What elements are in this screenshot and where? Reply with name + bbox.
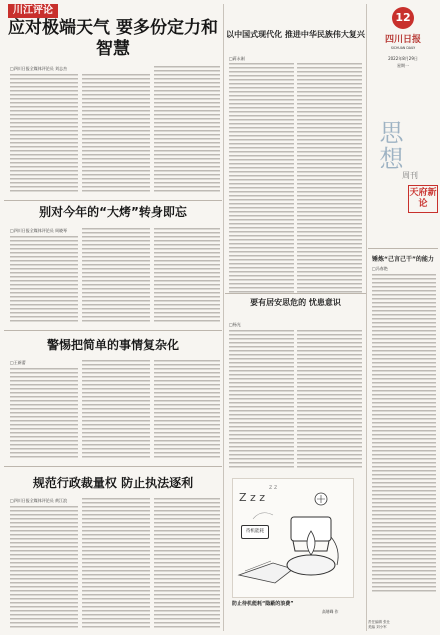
- cartoon-caption: 防止待机能耗“隐蔽的浪费”: [232, 601, 294, 607]
- article-5-text-col-2: [297, 63, 362, 293]
- left-column: [4, 0, 222, 635]
- article-2-byline: □四川日报全媒体评论员 周晓琴: [10, 228, 68, 233]
- article-3-byline: □王新蕾: [10, 360, 26, 365]
- article-5-text-col-1: [229, 63, 294, 293]
- svg-text:z z: z z: [269, 484, 278, 491]
- divider: [4, 200, 222, 201]
- article-3-text-col-3: [154, 360, 220, 460]
- article-3-text-col-1: [10, 368, 78, 460]
- column-divider: [223, 4, 224, 631]
- article-6-byline: □杨光: [229, 322, 241, 327]
- svg-text:Z z z: Z z z: [239, 491, 266, 504]
- designer-credit: 美编 刘小军: [368, 625, 387, 629]
- article-4-text-col-3: [154, 498, 220, 630]
- article-4-text-col-1: [10, 506, 78, 630]
- cartoon-sign: 待机能耗: [241, 525, 269, 539]
- article-1-byline: □四川日报全媒体评论员 刘志杰: [10, 66, 68, 71]
- divider: [225, 293, 366, 294]
- article-7-text: [372, 274, 436, 594]
- article-4-title: 规范行政裁量权 防止执法逐利: [32, 476, 194, 490]
- issue-weekday: 星期一: [397, 63, 409, 68]
- article-7-title: 锤炼“己言己干”的能力: [372, 256, 434, 263]
- footer: [368, 620, 438, 630]
- issue-date: 2022年8月29日: [388, 56, 418, 61]
- article-7-byline: □冯春艳: [372, 266, 388, 271]
- article-1-title: 应对极端天气 要多份定力和智慧: [8, 18, 218, 59]
- editor-credit: 责任编辑 张仕: [368, 620, 391, 624]
- article-1-text-col-3: [154, 66, 220, 194]
- article-2-text-col-2: [82, 228, 150, 324]
- masthead-logo: 四川日报: [384, 35, 421, 45]
- cartoon-credit: 高绪峰 作: [322, 609, 339, 614]
- article-3-text-col-2: [82, 360, 150, 460]
- masthead-english: SICHUAN DAILY: [390, 46, 416, 50]
- column-divider: [366, 4, 367, 631]
- edition-title: 思想: [375, 120, 403, 172]
- article-1-text-col-2: [82, 74, 150, 194]
- section-banner: 川江评论: [8, 4, 58, 18]
- divider: [4, 330, 222, 331]
- right-column: [368, 0, 438, 635]
- issue-number: 12: [392, 7, 414, 29]
- divider: [4, 466, 222, 467]
- cartoon-image: [232, 478, 354, 598]
- article-1-text-col-1: [10, 74, 78, 194]
- article-6-text-col-2: [297, 330, 362, 470]
- masthead-block: [370, 6, 436, 69]
- article-4-text-col-2: [82, 498, 150, 630]
- column-label: 天府新论: [408, 185, 438, 213]
- article-2-title: 别对今年的“大烤”转身即忘: [39, 205, 187, 219]
- article-5-byline: □蒋永刚: [229, 56, 245, 61]
- edition-subtitle: 周刊: [402, 171, 418, 180]
- article-2-text-col-3: [154, 228, 220, 324]
- article-2-text-col-1: [10, 236, 78, 324]
- article-4-byline: □四川日报全媒体评论员 黄江浪: [10, 498, 68, 503]
- divider: [368, 248, 438, 249]
- article-6-text-col-1: [229, 330, 294, 470]
- article-5-title: 以中国式现代化 推进中华民族伟大复兴: [226, 30, 365, 39]
- article-6-title: 要有居安思危的 忧患意识: [250, 298, 341, 307]
- article-3-title: 警惕把简单的事情复杂化: [46, 338, 179, 352]
